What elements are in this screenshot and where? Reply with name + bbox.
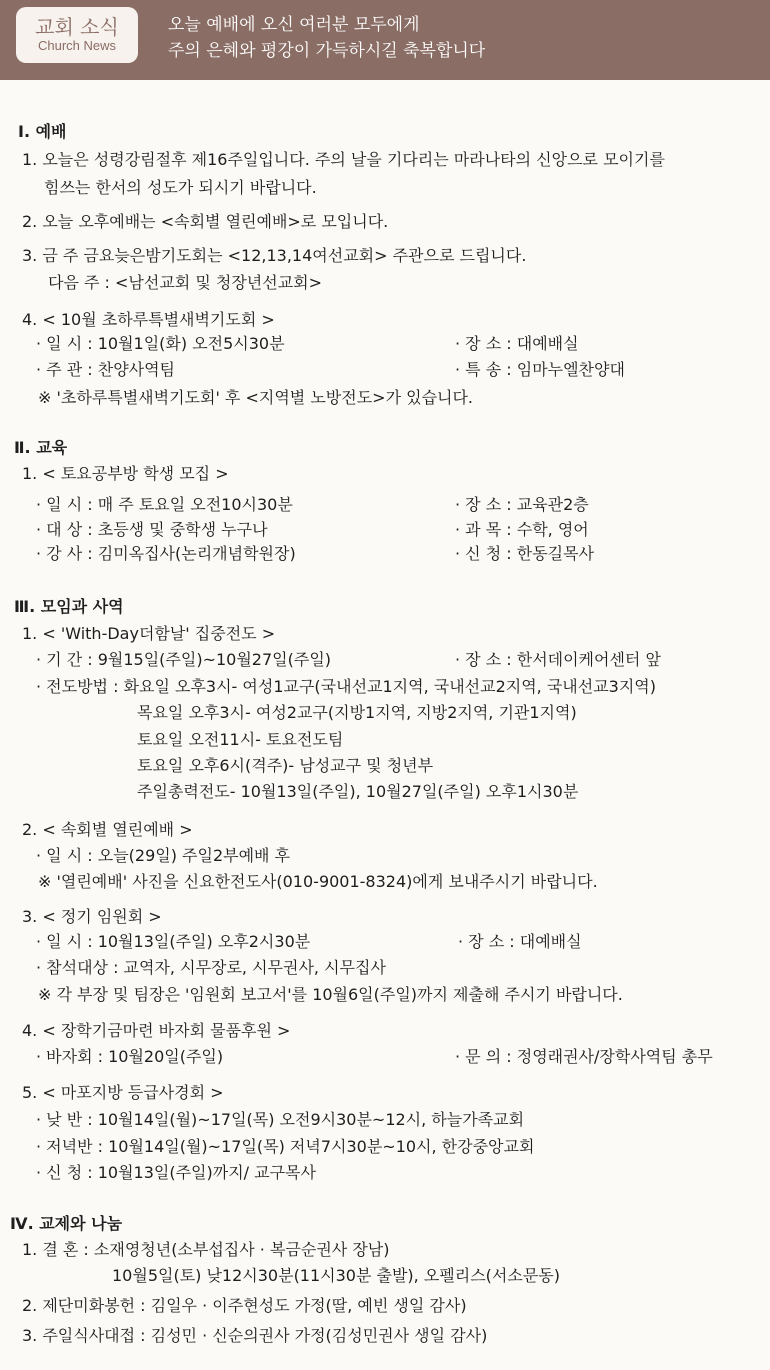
- text-line: 3. < 정기 임원회 >: [22, 907, 162, 926]
- text-line: · 낮 반 : 10월14일(월)~17일(목) 오전9시30분~12시, 하늘가족교회: [36, 1110, 525, 1129]
- text-line: 목요일 오후3시- 여성2교구(지방1지역, 지방2지역, 기관1지역): [137, 703, 577, 722]
- text-line: 3. 금 주 금요늦은밤기도회는 <12,13,14여선교회> 주관으로 드립니다.: [22, 246, 527, 265]
- text-line: · 주 관 : 찬양사역팀: [36, 360, 176, 379]
- text-line: · 강 사 : 김미옥집사(논리개념학원장): [36, 544, 296, 563]
- text-line: 다음 주 : <남선교회 및 청장년선교회>: [48, 273, 323, 292]
- greeting-line-2: 주의 은혜와 평강이 가득하시길 축복합니다: [168, 41, 486, 61]
- text-line: · 저녁반 : 10월14일(월)~17일(목) 저녁7시30분~10시, 한강중앙교회: [36, 1137, 535, 1156]
- text-line: · 신 청 : 10월13일(주일)까지/ 교구목사: [36, 1163, 316, 1182]
- text-line: · 일 시 : 10월13일(주일) 오후2시30분: [36, 932, 311, 951]
- text-line: · 특 송 : 임마누엘찬양대: [455, 360, 625, 379]
- section-heading: Ⅱ. 교육: [14, 438, 68, 457]
- badge-subtitle: Church News: [37, 38, 117, 53]
- text-line: 4. < 10월 초하루특별새벽기도회 >: [22, 310, 275, 329]
- text-line: 1. 결 혼 : 소재영청년(소부섭집사 · 복금순권사 장남): [22, 1240, 390, 1259]
- text-line: · 장 소 : 한서데이케어센터 앞: [455, 650, 661, 669]
- text-line: · 기 간 : 9월15일(주일)~10월27일(주일): [36, 650, 332, 669]
- text-line: · 일 시 : 오늘(29일) 주일2부예배 후: [36, 846, 291, 865]
- text-line: 1. < 'With-Day더함날' 집중전도 >: [22, 624, 276, 643]
- greeting-line-1: 오늘 예배에 오신 여러분 모두에게: [168, 15, 420, 35]
- text-line: · 참석대상 : 교역자, 시무장로, 시무권사, 시무집사: [36, 958, 386, 977]
- text-line: 2. < 속회별 열린예배 >: [22, 820, 193, 839]
- text-line: 2. 오늘 오후예배는 <속회별 열린예배>로 모입니다.: [22, 212, 389, 231]
- text-line: 1. 오늘은 성령강림절후 제16주일입니다. 주의 날을 기다리는 마라나타의 신앙으로 모이기를: [22, 150, 665, 169]
- text-line: · 장 소 : 대예배실: [458, 932, 582, 951]
- text-line: · 신 청 : 한동길목사: [455, 544, 595, 563]
- text-line: ※ 각 부장 및 팀장은 '임원회 보고서'를 10월6일(주일)까지 제출해 주시기 바랍니다.: [38, 985, 623, 1004]
- text-line: 힘쓰는 한서의 성도가 되시기 바랍니다.: [44, 178, 317, 197]
- badge-title: 교회 소식: [35, 15, 119, 39]
- text-line: · 바자회 : 10월20일(주일): [36, 1047, 224, 1066]
- text-line: 5. < 마포지방 등급사경회 >: [22, 1083, 224, 1102]
- text-line: · 장 소 : 교육관2층: [455, 495, 589, 514]
- text-line: · 일 시 : 10월1일(화) 오전5시30분: [36, 334, 285, 353]
- text-line: 토요일 오전11시- 토요전도팀: [137, 730, 344, 749]
- text-line: 토요일 오후6시(격주)- 남성교구 및 청년부: [137, 756, 434, 775]
- section-heading: Ⅳ. 교제와 나눔: [10, 1214, 123, 1233]
- text-line: · 전도방법 : 화요일 오후3시- 여성1교구(국내선교1지역, 국내선교2지역, 국내선교3지역): [36, 677, 656, 696]
- text-line: · 과 목 : 수학, 영어: [455, 520, 589, 539]
- text-line: · 대 상 : 초등생 및 중학생 누구나: [36, 520, 268, 539]
- text-line: · 장 소 : 대예배실: [455, 334, 579, 353]
- section-heading: Ⅰ. 예배: [18, 122, 67, 141]
- text-line: 1. < 토요공부방 학생 모집 >: [22, 464, 229, 483]
- text-line: 2. 제단미화봉헌 : 김일우 · 이주현성도 가정(딸, 예빈 생일 감사): [22, 1296, 467, 1315]
- text-line: ※ '초하루특별새벽기도회' 후 <지역별 노방전도>가 있습니다.: [38, 388, 474, 407]
- text-line: 3. 주일식사대접 : 김성민 · 신순의권사 가정(김성민권사 생일 감사): [22, 1326, 488, 1345]
- text-line: · 일 시 : 매 주 토요일 오전10시30분: [36, 495, 293, 514]
- section-heading: Ⅲ. 모임과 사역: [14, 597, 124, 616]
- text-line: 10월5일(토) 낮12시30분(11시30분 출발), 오펠리스(서소문동): [112, 1266, 560, 1285]
- text-line: 4. < 장학기금마련 바자회 물품후원 >: [22, 1021, 291, 1040]
- text-line: 주일총력전도- 10월13일(주일), 10월27일(주일) 오후1시30분: [137, 782, 579, 801]
- text-line: ※ '열린예배' 사진을 신요한전도사(010-9001-8324)에게 보내주시기 바랍니다.: [38, 872, 598, 891]
- text-line: · 문 의 : 정영래권사/장학사역팀 총무: [455, 1047, 713, 1066]
